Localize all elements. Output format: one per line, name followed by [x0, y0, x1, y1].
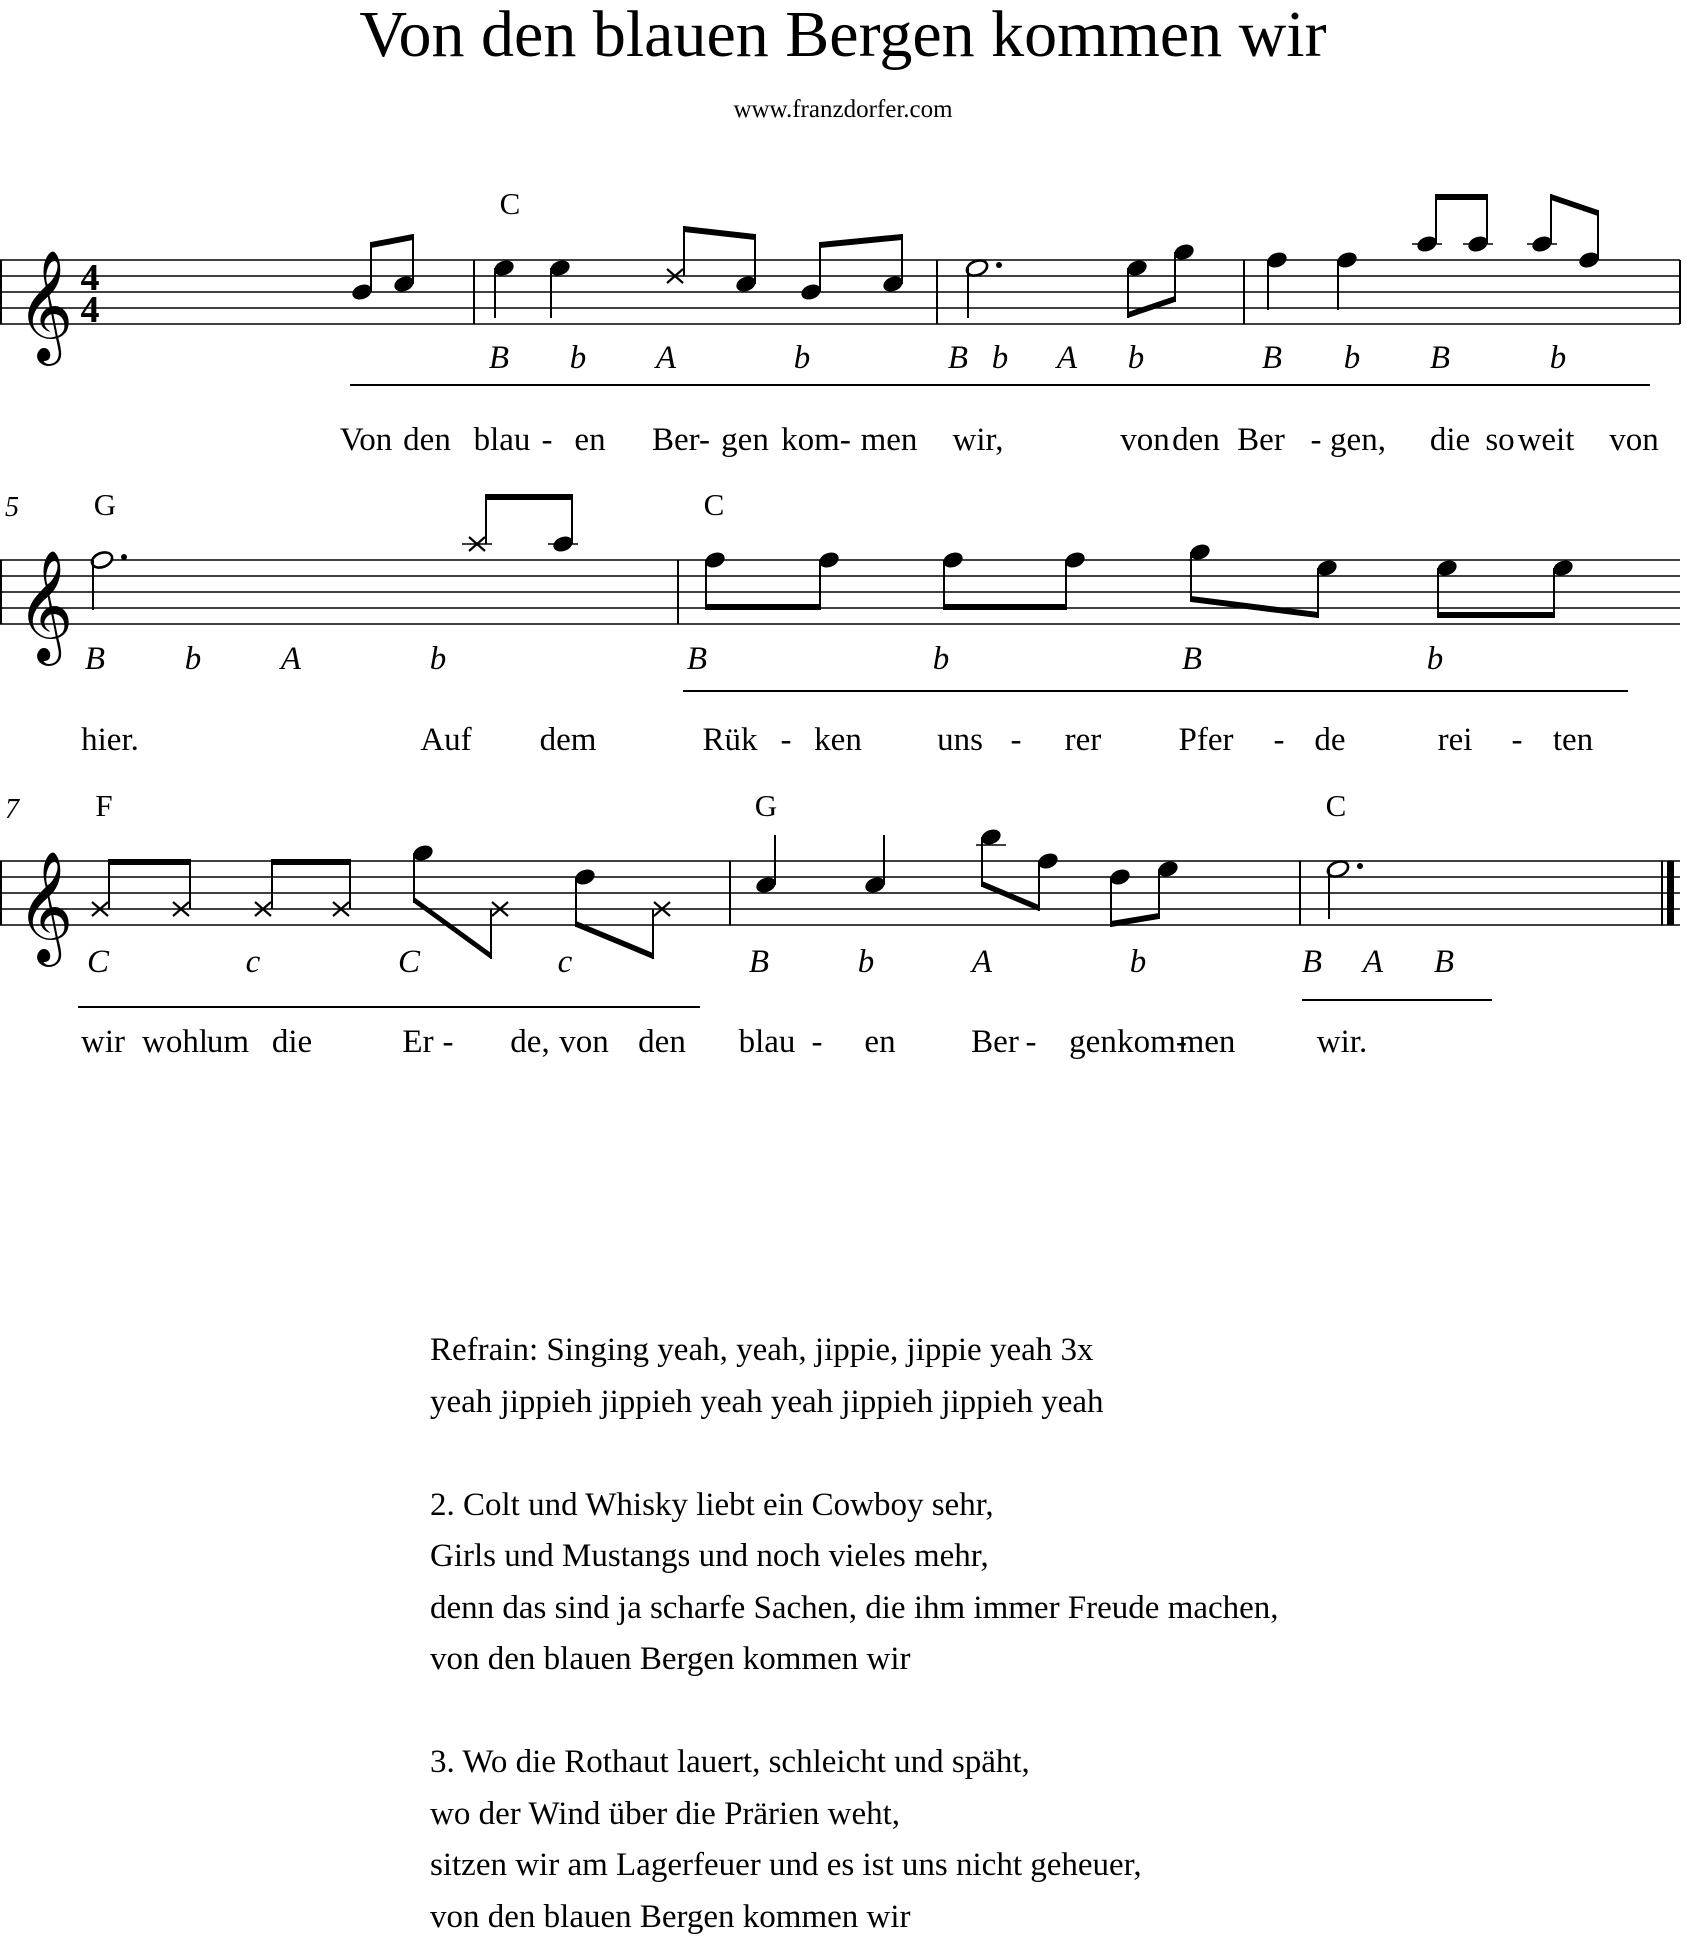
chord-symbol: C: [1325, 788, 1347, 823]
lyric-syllable: -: [1025, 1024, 1037, 1060]
verses-block: [430, 1325, 1630, 1943]
bass-pattern-letter: c: [245, 944, 261, 980]
lyric-syllable: gen: [1069, 1024, 1117, 1060]
verse-line: Refrain: Singing yeah, yeah, jippie, jippie yeah 3x: [430, 1332, 1094, 1368]
bass-pattern-letter: b: [569, 340, 587, 376]
beam: [1551, 194, 1598, 216]
treble-clef-icon: 𝄞: [16, 252, 74, 359]
stanza-gap: [430, 1686, 1630, 1738]
time-signature-top: 4: [80, 257, 100, 299]
lyric-syllable: den: [1172, 422, 1220, 458]
lyric-syllable: wir,: [952, 422, 1004, 458]
chord-symbol: F: [95, 788, 113, 823]
time-signature-bottom: 4: [80, 289, 100, 331]
chord-symbol: G: [93, 487, 117, 522]
lyric-syllable: -: [1310, 422, 1322, 458]
augmentation-dot: [996, 262, 1002, 268]
lyric-syllable: en: [574, 422, 606, 458]
treble-clef-icon: 𝄞: [16, 552, 74, 659]
bass-pattern-letter: B: [1433, 944, 1455, 980]
lyric-syllable: um: [206, 1024, 250, 1060]
lyric-syllable: Auf: [420, 722, 472, 758]
lyric-syllable: Ber: [1237, 422, 1285, 458]
augmentation-dot: [121, 554, 127, 560]
lyric-syllable: hier.: [81, 722, 139, 758]
lyric-syllable: von: [1120, 422, 1170, 458]
lyric-syllable: rei: [1437, 722, 1473, 758]
beam: [1191, 596, 1318, 618]
beam: [486, 494, 572, 500]
lyric-syllable: wir.: [1316, 1024, 1368, 1060]
beam: [109, 859, 190, 865]
lyric-syllable: men: [860, 422, 918, 458]
lyric-syllable: blau: [473, 422, 531, 458]
beam: [414, 897, 491, 959]
bass-pattern-letter: A: [971, 944, 993, 980]
lyric-syllable: Pfer: [1178, 722, 1234, 758]
bass-pattern-letter: b: [857, 944, 875, 980]
bass-pattern-letter: A: [1056, 340, 1078, 376]
bass-pattern-letter: A: [655, 340, 677, 376]
chord-symbol: G: [754, 788, 778, 823]
measure-number: 5: [5, 492, 19, 523]
beam: [982, 881, 1039, 911]
bass-pattern-letter: b: [793, 340, 811, 376]
final-barline-thick: [1667, 861, 1674, 925]
beam: [944, 604, 1066, 610]
lyric-syllable: -: [541, 422, 553, 458]
bass-pattern-letter: B: [1181, 641, 1203, 677]
beam: [371, 234, 413, 248]
lyric-syllable: -: [1511, 722, 1523, 758]
lyric-syllable: -: [780, 722, 792, 758]
lyric-syllable: uns: [937, 722, 983, 758]
verse-line: sitzen wir am Lagerfeuer und es ist uns nicht geheuer,: [430, 1847, 1142, 1883]
verse-line: denn das sind ja scharfe Sachen, die ihm immer Freude machen,: [430, 1589, 1279, 1626]
bass-pattern-letter: c: [557, 944, 573, 980]
verse-line: wo der Wind über die Prärien weht,: [430, 1795, 901, 1832]
lyric-syllable: wohl: [142, 1024, 208, 1060]
treble-clef-icon: 𝄞: [16, 853, 74, 960]
verse-line: 2. Colt und Whisky liebt ein Cowboy sehr,: [430, 1486, 994, 1523]
beam: [1436, 194, 1487, 200]
bass-pattern-letter: B: [748, 944, 770, 980]
lyric-syllable: von: [559, 1024, 609, 1060]
lyric-syllable: kom-: [1117, 1024, 1187, 1060]
bass-pattern-letter: b: [1343, 340, 1361, 376]
bass-pattern-letter: b: [429, 641, 447, 677]
lyric-syllable: gen,: [1330, 422, 1386, 458]
beam: [820, 234, 902, 248]
bass-pattern-letter: B: [84, 641, 106, 677]
beam: [272, 859, 350, 865]
website-credit: www.franzdorfer.com: [733, 96, 953, 123]
lyric-syllable: -: [442, 1024, 454, 1060]
bass-pattern-letter: b: [1426, 641, 1444, 677]
bass-pattern-letter: b: [932, 641, 950, 677]
lyric-syllable: ken: [814, 722, 862, 758]
lyric-syllable: -: [1273, 722, 1285, 758]
lyric-syllable: blau: [738, 1024, 796, 1060]
lyric-syllable: -: [1010, 722, 1022, 758]
lyric-syllable: kom-: [781, 422, 851, 458]
bass-pattern-letter: B: [686, 641, 708, 677]
lyric-syllable: die: [271, 1024, 313, 1060]
lyric-syllable: gen: [721, 422, 769, 458]
lyric-syllable: de: [1314, 722, 1346, 758]
lyric-syllable: weit: [1517, 422, 1575, 458]
measure-number: 7: [5, 794, 19, 825]
lyric-syllable: wir: [81, 1024, 125, 1060]
beam: [1438, 612, 1554, 618]
stanza-gap: [430, 1428, 1630, 1480]
lyric-syllable: den: [403, 422, 451, 458]
lyric-syllable: Rük: [702, 722, 758, 758]
beam: [1128, 296, 1175, 318]
verse-line: von den blauen Bergen kommen wir: [430, 1641, 911, 1677]
bass-pattern-letter: b: [1129, 944, 1147, 980]
lyric-syllable: Er: [402, 1024, 434, 1060]
lyric-syllable: die: [1429, 422, 1471, 458]
chord-symbol: C: [499, 186, 521, 221]
lyric-syllable: -: [811, 1024, 823, 1060]
beam: [684, 226, 755, 240]
lyric-syllable: ten: [1552, 722, 1594, 758]
bass-pattern-letter: B: [1301, 944, 1323, 980]
bass-pattern-letter: C: [397, 944, 421, 980]
bass-pattern-letter: b: [184, 641, 202, 677]
bass-pattern-letter: B: [1429, 340, 1451, 376]
bass-pattern-letter: b: [1549, 340, 1567, 376]
verse-line: Girls und Mustangs und noch vieles mehr,: [430, 1538, 989, 1574]
lyric-syllable: so: [1485, 422, 1515, 458]
lyric-syllable: dem: [539, 722, 597, 758]
chord-symbol: C: [703, 487, 725, 522]
bass-pattern-letter: A: [1362, 944, 1384, 980]
lyric-syllable: Von: [339, 422, 393, 458]
bass-pattern-letter: b: [1127, 340, 1145, 376]
bass-pattern-letter: B: [1261, 340, 1283, 376]
beam: [706, 604, 820, 610]
song-title: Von den blauen Bergen kommen wir: [359, 0, 1327, 71]
lyric-syllable: Ber-: [652, 422, 710, 458]
bass-pattern-letter: C: [86, 944, 110, 980]
verse-line: von den blauen Bergen kommen wir: [430, 1898, 911, 1935]
lyric-syllable: en: [864, 1024, 896, 1060]
beam: [576, 921, 653, 959]
verse-line: 3. Wo die Rothaut lauert, schleicht und späht,: [430, 1744, 1030, 1780]
bass-pattern-letter: B: [947, 340, 969, 376]
lyric-syllable: von: [1609, 422, 1659, 458]
lyric-syllable: men: [1178, 1024, 1236, 1060]
bass-pattern-letter: B: [488, 340, 510, 376]
bass-pattern-letter: b: [991, 340, 1009, 376]
verse-line: yeah jippieh jippieh yeah yeah jippieh jippieh yeah: [430, 1383, 1104, 1420]
augmentation-dot: [1357, 863, 1363, 869]
lyric-syllable: den: [638, 1024, 686, 1060]
bass-pattern-letter: A: [280, 641, 302, 677]
lyric-syllable: de,: [510, 1024, 550, 1060]
lyric-syllable: rer: [1064, 722, 1102, 758]
lyric-syllable: Ber: [971, 1024, 1019, 1060]
